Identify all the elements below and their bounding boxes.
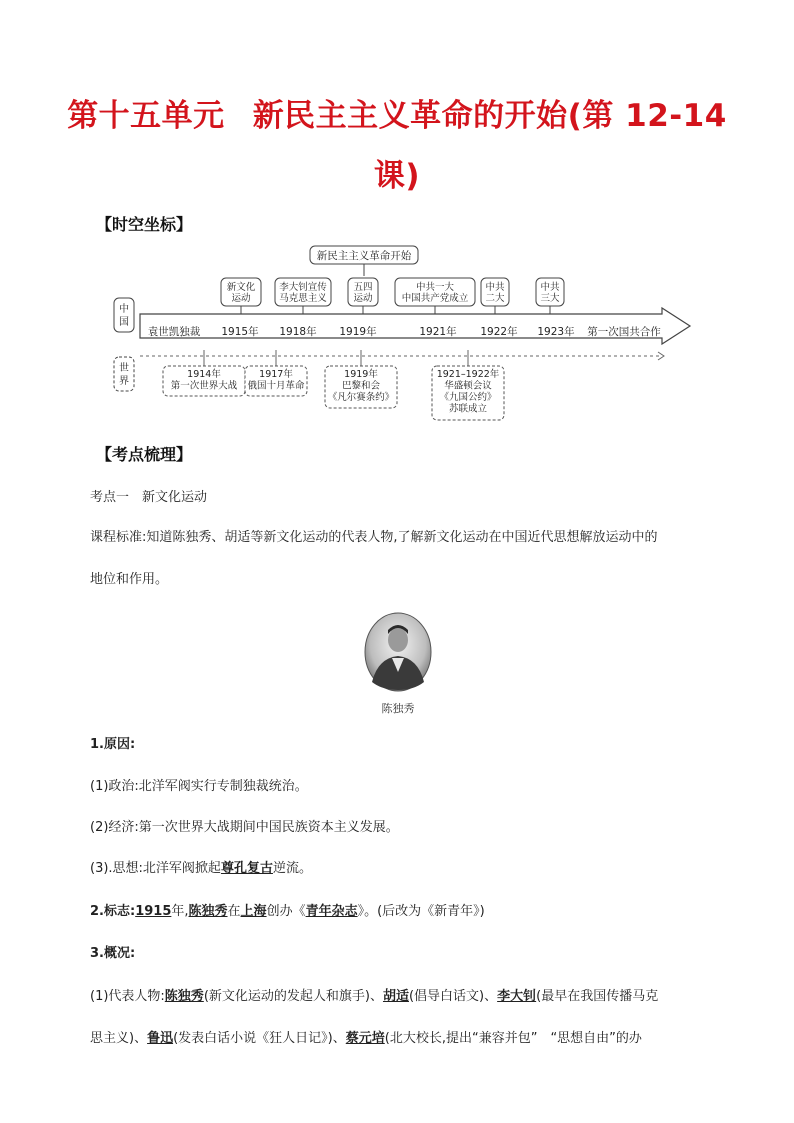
- s2-sign: [90, 900, 485, 919]
- china-event-text: 马克思主义: [279, 293, 327, 304]
- china-event-text: 运动: [353, 293, 373, 304]
- text: 创办《: [266, 904, 306, 919]
- text: (最早在我国传播马克: [536, 989, 659, 1004]
- keyword: 尊孔复古: [220, 861, 273, 876]
- text: (3).思想:北洋军阀掀起: [90, 861, 221, 876]
- china-event-text: 新文化: [226, 282, 256, 293]
- china-label-text: 中: [119, 304, 129, 315]
- world-event-text: 1919年: [344, 369, 378, 380]
- world-event-text: 巴黎和会: [341, 380, 381, 392]
- text: (发表白话小说《狂人日记》)、: [173, 1031, 346, 1046]
- text: (倡导白话文)、: [408, 989, 498, 1004]
- world-event-text: 第一次世界大战: [170, 380, 238, 392]
- axis-label: 1918年: [279, 326, 317, 338]
- keyword: 蔡元培: [345, 1031, 385, 1046]
- portrait-caption: 陈独秀: [381, 702, 415, 715]
- china-event-text: 五四: [353, 282, 373, 293]
- text: 》。(后改为《新青年》): [357, 904, 485, 919]
- axis-label: 1919年: [339, 326, 377, 338]
- world-event-text: 1914年: [187, 369, 221, 380]
- china-event-text: 二大: [485, 293, 505, 304]
- axis-label: 第一次国共合作: [587, 326, 661, 338]
- text: 思主义)、: [90, 1031, 148, 1046]
- page-title: [60, 90, 734, 135]
- chen-duxiu-portrait: [364, 612, 432, 692]
- unit-topic: 新民主主义革命的开始(第 12-14: [252, 98, 727, 134]
- unit-number: 第十五单元: [67, 98, 225, 134]
- cause-economic: (2)经济:第一次世界大战期间中国民族资本主义发展。: [90, 820, 399, 835]
- china-event-text: 运动: [231, 293, 251, 304]
- s3-heading: 3.概况:: [90, 946, 136, 961]
- world-event-text: 华盛顿会议: [444, 380, 492, 392]
- world-event-text: 《九国公约》: [439, 392, 497, 403]
- cause-political: (1)政治:北洋军阀实行专制独裁统治。: [90, 779, 308, 794]
- world-event-text: 1921–1922年: [436, 369, 500, 380]
- china-event-text: 中共: [540, 282, 560, 293]
- china-event-text: 中共: [485, 282, 505, 293]
- curriculum-standard: 课程标准:知道陈独秀、胡适等新文化运动的代表人物,了解新文化运动在中国近代思想解放运动中的: [90, 530, 658, 545]
- china-event-text: 中国共产党成立: [401, 293, 469, 304]
- china-event-text: 中共一大: [415, 282, 455, 293]
- keyword: 李大钊: [497, 989, 537, 1004]
- keyword: 鲁迅: [147, 1031, 174, 1046]
- revolution-start-label: 新民主主义革命开始: [316, 250, 412, 262]
- text: 逆流。: [272, 861, 312, 876]
- s1-heading: 1.原因:: [90, 737, 136, 752]
- text: (北大校长,提出“兼容并包” “思想自由”的办: [384, 1031, 642, 1046]
- text: 年,: [171, 904, 189, 919]
- s2-heading: 2.标志:: [90, 904, 136, 919]
- keyword: 1915: [135, 904, 172, 919]
- china-label-text: 国: [119, 317, 129, 328]
- axis-label: 1921年: [419, 326, 457, 338]
- world-event-text: 1917年: [259, 369, 293, 380]
- world-label-text: 世: [119, 363, 129, 374]
- cause-ideological: [90, 857, 312, 876]
- china-event-text: 李大钊宣传: [279, 282, 327, 293]
- world-event-text: 《凡尔赛条约》: [327, 392, 395, 403]
- page-title-continued: 课): [373, 158, 421, 194]
- section-heading-timeline: 【时空坐标】: [96, 215, 193, 234]
- keyword: 青年杂志: [305, 904, 358, 919]
- representatives-line1: [90, 985, 658, 1004]
- keyword: 陈独秀: [188, 904, 228, 919]
- keyword: 胡适: [382, 989, 409, 1004]
- curriculum-standard-continued: 地位和作用。: [90, 572, 169, 587]
- axis-label: 袁世凯独裁: [147, 326, 201, 338]
- keyword: 上海: [240, 904, 267, 919]
- china-event-text: 三大: [540, 293, 560, 304]
- axis-label: 1922年: [480, 326, 518, 338]
- text: 在: [227, 904, 241, 919]
- world-event-text: 苏联成立: [448, 403, 488, 415]
- world-label-text: 界: [119, 376, 129, 387]
- axis-label: 1923年: [537, 326, 575, 338]
- text: (1)代表人物:: [90, 989, 165, 1004]
- section-heading-points: 【考点梳理】: [96, 445, 193, 464]
- timeline-diagram: [112, 244, 702, 424]
- exam-point-title: 考点一 新文化运动: [90, 490, 208, 505]
- axis-label: 1915年: [221, 326, 259, 338]
- world-event-text: 俄国十月革命: [247, 380, 305, 392]
- representatives-line2: [90, 1027, 642, 1046]
- text: (新文化运动的发起人和旗手)、: [203, 989, 383, 1004]
- keyword: 陈独秀: [164, 989, 204, 1004]
